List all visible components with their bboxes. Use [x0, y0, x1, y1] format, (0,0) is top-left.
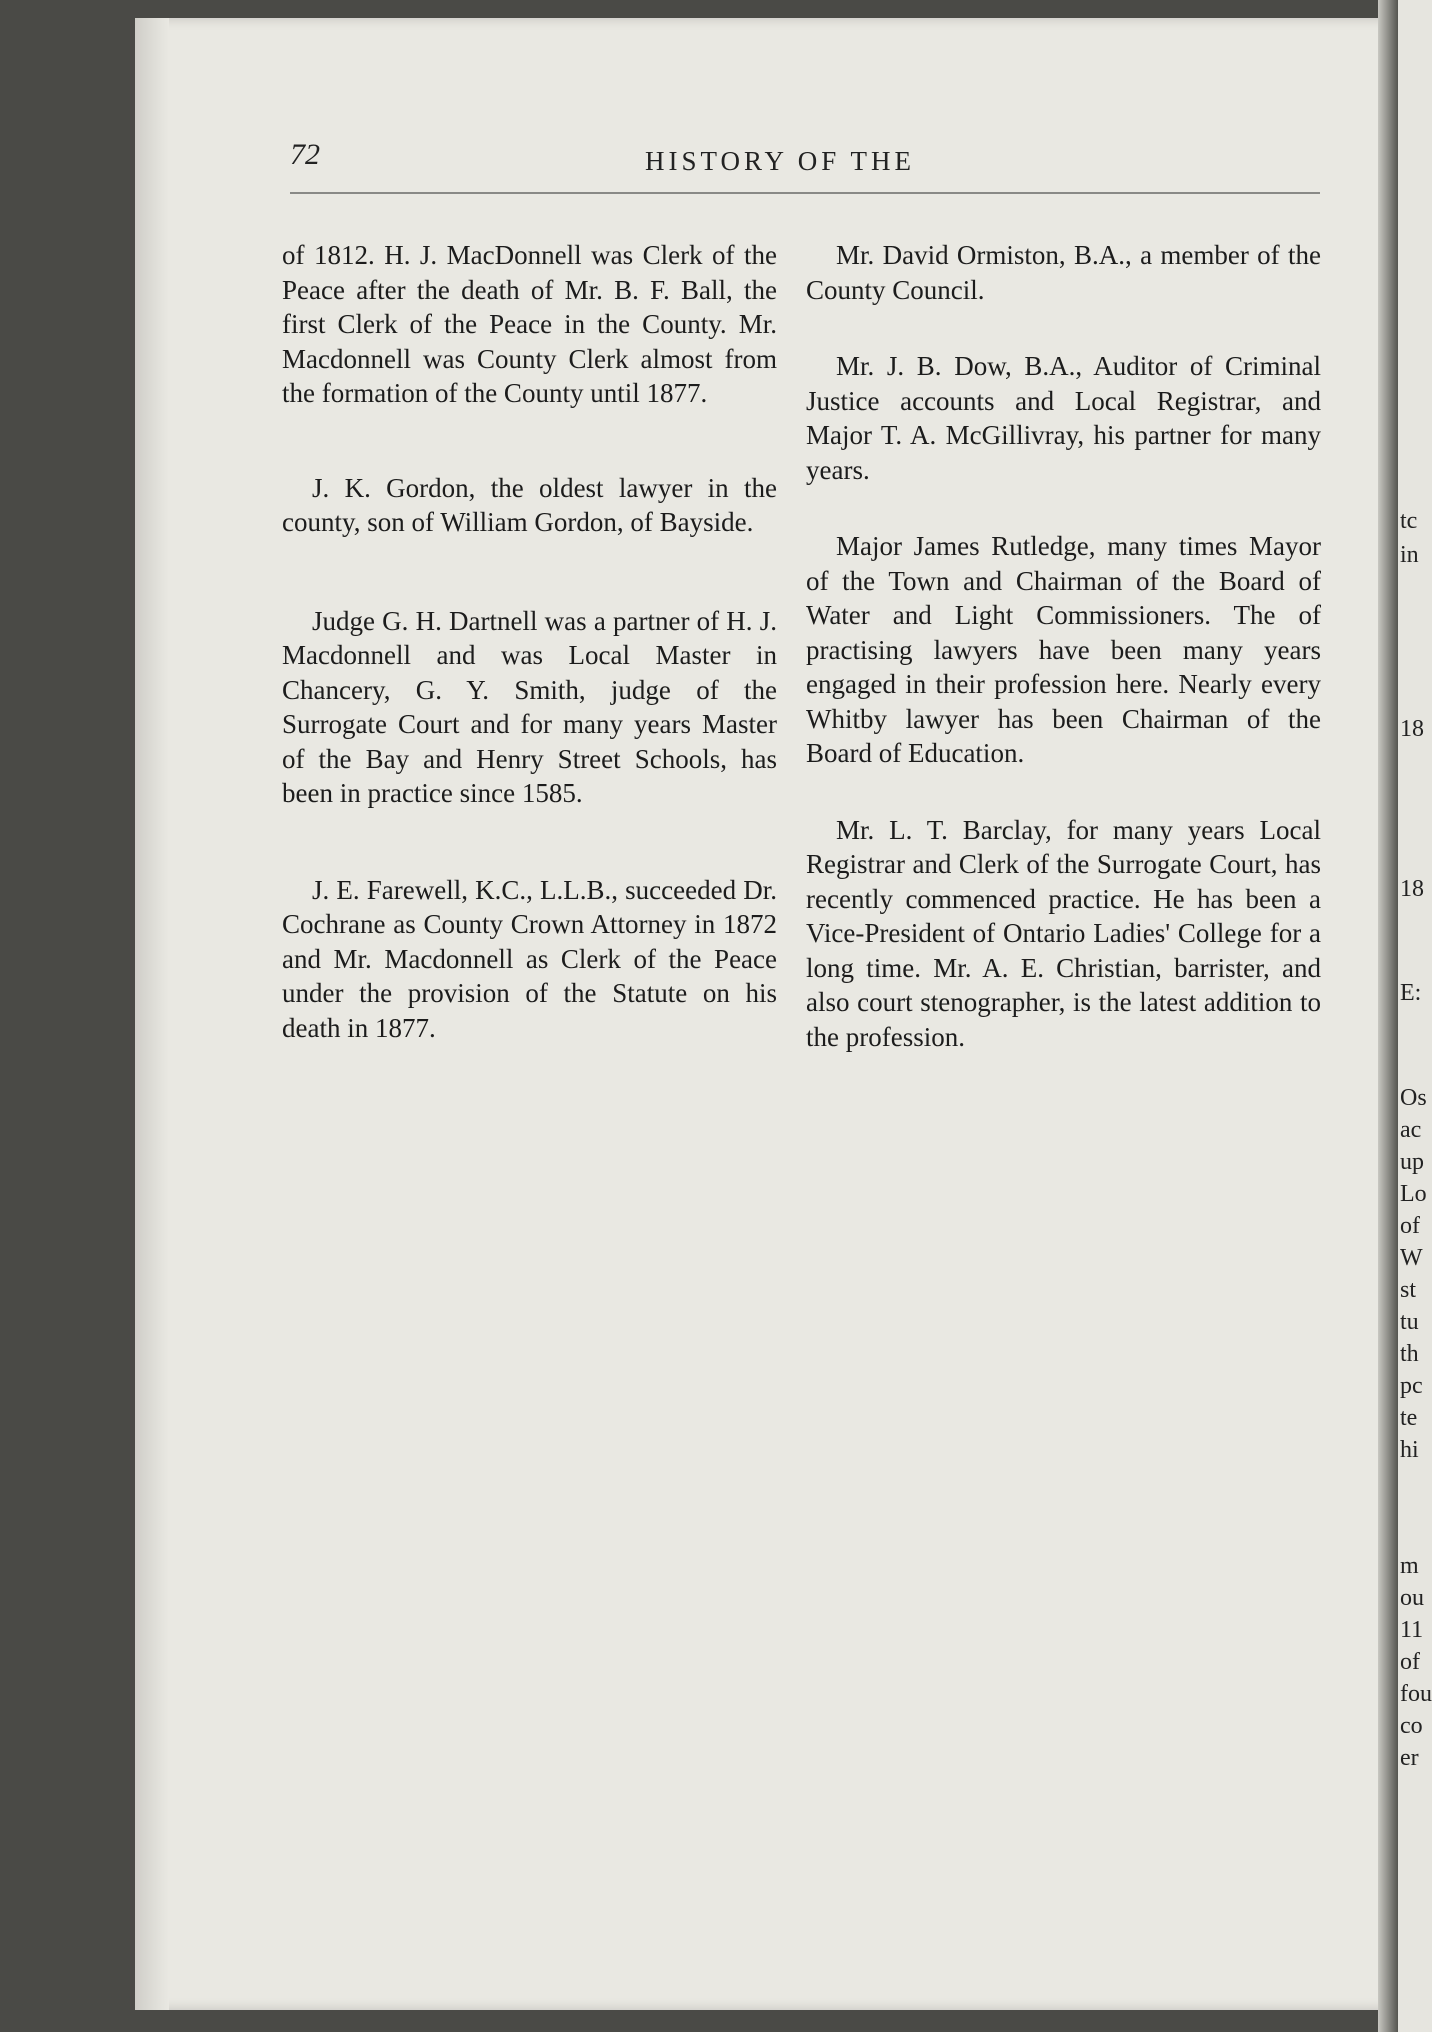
paragraph: of 1812. H. J. MacDonnell was Clerk of the Peace after the death of Mr. B. F. Ball, the first Clerk of the Peace in the County. Mr. Macdonnell was County Clerk almost from the formation of the County until 1877.: [282, 240, 777, 408]
header-rule: [290, 192, 1320, 194]
paragraph: Judge G. H. Dartnell was a partner of H. J. Macdonnell and was Local Master in Chancery, G. Y. Smith, judge of the Surrogate Court and for many years Master of the Bay and Henry Street Schools, has been in practice since 1585.: [282, 605, 777, 808]
facing-fragment: up: [1400, 1149, 1424, 1175]
facing-fragment: E:: [1400, 980, 1422, 1006]
paragraph: Mr. J. B. Dow, B.A., Auditor of Criminal Justice accounts and Local Registrar, and Major T. A. McGillivray, his partner for many years.: [806, 351, 1321, 485]
facing-fragment: ac: [1400, 1117, 1422, 1143]
facing-fragment: tc: [1400, 508, 1418, 534]
facing-fragment: th: [1400, 1341, 1419, 1367]
facing-page-edge: [1398, 0, 1432, 2032]
page-gutter: [135, 18, 169, 2010]
facing-fragment: Os: [1400, 1085, 1427, 1111]
paragraph: J. E. Farewell, K.C., L.L.B., succeeded Dr. Cochrane as County Crown Attorney in 1872 and Mr. Macdonnell as Clerk of the Peace under the provision of the Statute on his death in 1877.: [282, 874, 777, 1043]
page-edge-shadow: [1378, 0, 1398, 2032]
facing-fragment: 18: [1400, 876, 1424, 902]
facing-fragment: fou: [1400, 1681, 1432, 1707]
facing-fragment: 18: [1400, 716, 1424, 742]
facing-fragment: W: [1400, 1245, 1423, 1271]
paragraph: Major James Rutledge, many times Mayor of the Town and Chairman of the Board of Water and Light Commissioners. The of practising lawyers have been many years engaged in their profession here. Nearly every Whitby lawyer has been Chairman of the Board of Education.: [806, 531, 1321, 768]
facing-fragment: hi: [1400, 1437, 1419, 1463]
facing-fragment: te: [1400, 1405, 1418, 1431]
facing-fragment: tu: [1400, 1309, 1419, 1335]
facing-fragment: m: [1400, 1553, 1419, 1579]
paragraph: Mr. L. T. Barclay, for many years Local Registrar and Clerk of the Surrogate Court, has recently commenced practice. He has been a Vice-President of Ontario Ladies' College for a long time. Mr. A. E. Christian, barrister, and also court stenographer, is the latest addition to the profession.: [806, 814, 1321, 1052]
facing-fragment: er: [1400, 1745, 1419, 1771]
facing-fragment: of: [1400, 1649, 1420, 1675]
facing-fragment: pc: [1400, 1373, 1423, 1399]
left-column: [282, 238, 777, 1045]
facing-fragment: st: [1400, 1277, 1417, 1303]
facing-fragment: of: [1400, 1213, 1420, 1239]
facing-fragment: in: [1400, 542, 1419, 568]
page-header: [290, 130, 1320, 190]
paragraph: Mr. David Ormiston, B.A., a member of the County Council.: [806, 240, 1321, 305]
facing-fragment: co: [1400, 1713, 1423, 1739]
facing-fragment: ou: [1400, 1585, 1424, 1611]
facing-fragment: Lo: [1400, 1181, 1427, 1207]
running-head: HISTORY OF THE: [645, 146, 916, 176]
right-column: [806, 238, 1321, 1054]
paragraph: J. K. Gordon, the oldest lawyer in the county, son of William Gordon, of Bayside.: [282, 472, 777, 537]
facing-fragment: 11: [1400, 1617, 1424, 1643]
page-number: 72: [290, 138, 320, 171]
